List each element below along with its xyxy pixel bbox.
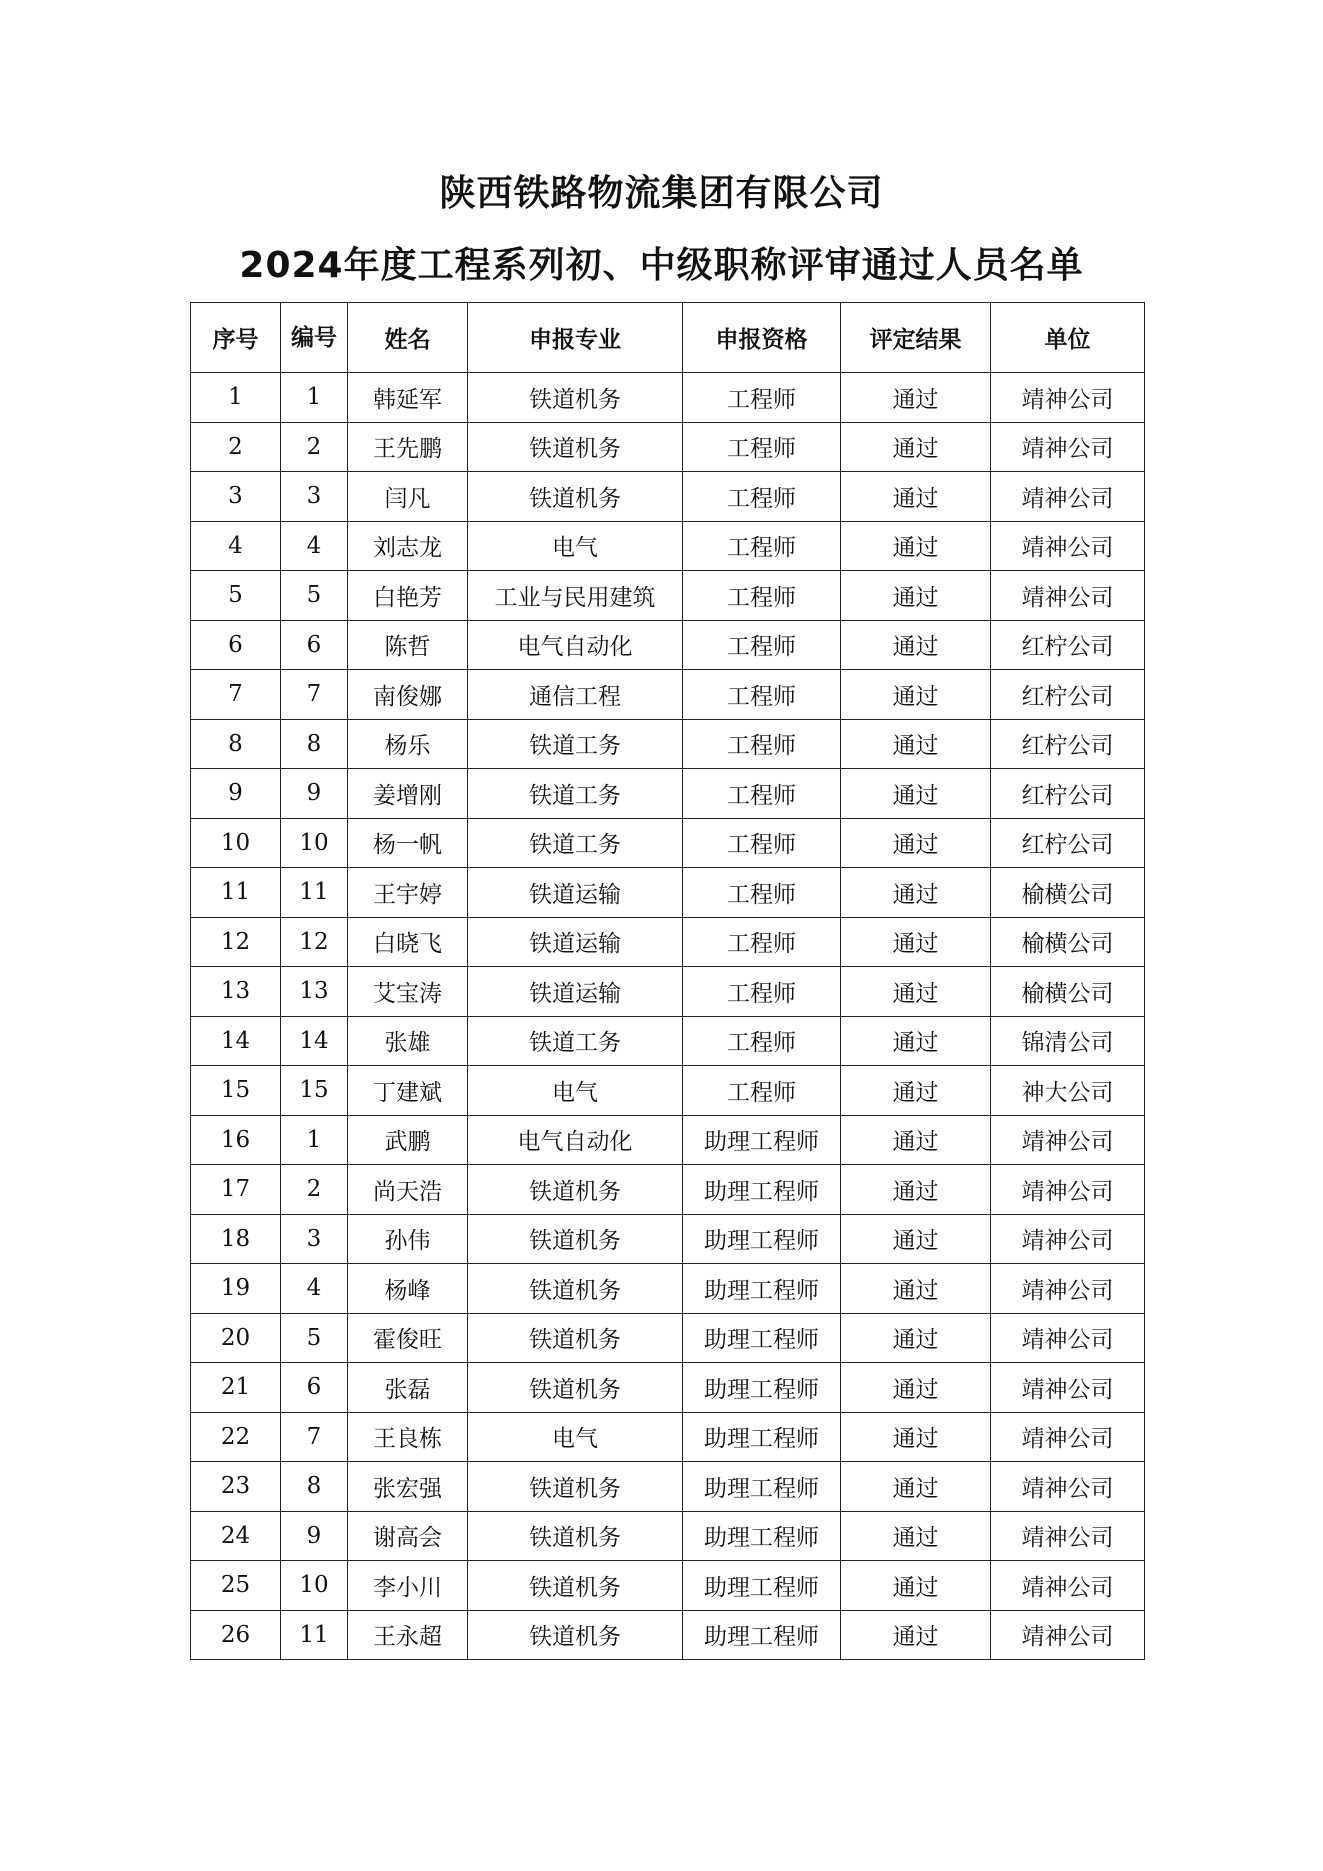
header-number: 编号 — [281, 303, 348, 373]
cell-qualification: 助理工程师 — [683, 1412, 841, 1462]
cell-major: 铁道机务 — [468, 1511, 683, 1561]
cell-result: 通过 — [841, 1313, 991, 1363]
cell-major: 铁道机务 — [468, 1462, 683, 1512]
cell-qualification: 助理工程师 — [683, 1313, 841, 1363]
cell-unit: 靖神公司 — [991, 1610, 1145, 1660]
table-row — [191, 967, 1145, 1017]
cell-name: 李小川 — [348, 1561, 468, 1611]
cell-result: 通过 — [841, 1115, 991, 1165]
cell-unit: 靖神公司 — [991, 521, 1145, 571]
cell-seq: 1 — [191, 373, 281, 423]
cell-major: 铁道机务 — [468, 422, 683, 472]
cell-result: 通过 — [841, 472, 991, 522]
cell-major: 通信工程 — [468, 670, 683, 720]
header-unit: 单位 — [991, 303, 1145, 373]
cell-name: 艾宝涛 — [348, 967, 468, 1017]
cell-name: 丁建斌 — [348, 1066, 468, 1116]
cell-result: 通过 — [841, 769, 991, 819]
cell-seq: 14 — [191, 1016, 281, 1066]
cell-number: 2 — [281, 1165, 348, 1215]
cell-qualification: 助理工程师 — [683, 1165, 841, 1215]
table-row — [191, 917, 1145, 967]
table-row — [191, 1214, 1145, 1264]
cell-unit: 靖神公司 — [991, 1363, 1145, 1413]
cell-unit: 红柠公司 — [991, 670, 1145, 720]
table-row — [191, 373, 1145, 423]
cell-seq: 25 — [191, 1561, 281, 1611]
cell-unit: 红柠公司 — [991, 719, 1145, 769]
cell-qualification: 助理工程师 — [683, 1214, 841, 1264]
cell-result: 通过 — [841, 1264, 991, 1314]
cell-name: 白艳芳 — [348, 571, 468, 621]
cell-name: 武鹏 — [348, 1115, 468, 1165]
cell-seq: 17 — [191, 1165, 281, 1215]
table-row — [191, 1313, 1145, 1363]
cell-number: 7 — [281, 1412, 348, 1462]
cell-major: 电气 — [468, 521, 683, 571]
cell-major: 铁道工务 — [468, 769, 683, 819]
cell-number: 4 — [281, 1264, 348, 1314]
cell-seq: 21 — [191, 1363, 281, 1413]
header-major: 申报专业 — [468, 303, 683, 373]
cell-major: 铁道工务 — [468, 719, 683, 769]
cell-unit: 榆横公司 — [991, 917, 1145, 967]
cell-major: 铁道机务 — [468, 1264, 683, 1314]
cell-qualification: 工程师 — [683, 521, 841, 571]
cell-name: 姜增刚 — [348, 769, 468, 819]
cell-result: 通过 — [841, 1214, 991, 1264]
cell-number: 7 — [281, 670, 348, 720]
cell-qualification: 助理工程师 — [683, 1264, 841, 1314]
cell-number: 3 — [281, 472, 348, 522]
cell-major: 工业与民用建筑 — [468, 571, 683, 621]
cell-qualification: 助理工程师 — [683, 1610, 841, 1660]
cell-number: 9 — [281, 769, 348, 819]
cell-result: 通过 — [841, 571, 991, 621]
cell-number: 9 — [281, 1511, 348, 1561]
cell-unit: 靖神公司 — [991, 1214, 1145, 1264]
cell-major: 铁道机务 — [468, 1313, 683, 1363]
cell-seq: 23 — [191, 1462, 281, 1512]
cell-major: 铁道运输 — [468, 917, 683, 967]
table-row — [191, 1165, 1145, 1215]
cell-seq: 16 — [191, 1115, 281, 1165]
cell-qualification: 助理工程师 — [683, 1115, 841, 1165]
table-row — [191, 769, 1145, 819]
header-name: 姓名 — [348, 303, 468, 373]
cell-result: 通过 — [841, 719, 991, 769]
header-result: 评定结果 — [841, 303, 991, 373]
cell-name: 白晓飞 — [348, 917, 468, 967]
cell-major: 铁道运输 — [468, 868, 683, 918]
cell-number: 8 — [281, 719, 348, 769]
cell-result: 通过 — [841, 818, 991, 868]
cell-seq: 8 — [191, 719, 281, 769]
cell-number: 1 — [281, 373, 348, 423]
table-row — [191, 422, 1145, 472]
cell-qualification: 工程师 — [683, 670, 841, 720]
cell-name: 霍俊旺 — [348, 1313, 468, 1363]
cell-seq: 26 — [191, 1610, 281, 1660]
cell-name: 韩延军 — [348, 373, 468, 423]
cell-name: 王永超 — [348, 1610, 468, 1660]
cell-unit: 靖神公司 — [991, 1165, 1145, 1215]
cell-name: 刘志龙 — [348, 521, 468, 571]
cell-result: 通过 — [841, 868, 991, 918]
table-row — [191, 1561, 1145, 1611]
cell-result: 通过 — [841, 1561, 991, 1611]
table-row — [191, 1264, 1145, 1314]
cell-qualification: 工程师 — [683, 967, 841, 1017]
cell-result: 通过 — [841, 1363, 991, 1413]
cell-name: 陈哲 — [348, 620, 468, 670]
table-row — [191, 1610, 1145, 1660]
cell-seq: 15 — [191, 1066, 281, 1116]
cell-qualification: 工程师 — [683, 818, 841, 868]
cell-seq: 5 — [191, 571, 281, 621]
cell-number: 10 — [281, 818, 348, 868]
cell-seq: 11 — [191, 868, 281, 918]
cell-number: 3 — [281, 1214, 348, 1264]
cell-seq: 19 — [191, 1264, 281, 1314]
document-subtitle: 2024年度工程系列初、中级职称评审通过人员名单 — [239, 245, 1084, 286]
table-row — [191, 1066, 1145, 1116]
table-header-row — [191, 303, 1145, 373]
cell-number: 13 — [281, 967, 348, 1017]
cell-seq: 4 — [191, 521, 281, 571]
cell-unit: 靖神公司 — [991, 472, 1145, 522]
table-row — [191, 670, 1145, 720]
cell-qualification: 工程师 — [683, 571, 841, 621]
cell-result: 通过 — [841, 670, 991, 720]
cell-name: 南俊娜 — [348, 670, 468, 720]
cell-seq: 2 — [191, 422, 281, 472]
cell-seq: 18 — [191, 1214, 281, 1264]
cell-major: 电气 — [468, 1066, 683, 1116]
cell-number: 2 — [281, 422, 348, 472]
cell-major: 铁道机务 — [468, 1610, 683, 1660]
cell-result: 通过 — [841, 422, 991, 472]
table-row — [191, 1363, 1145, 1413]
cell-name: 孙伟 — [348, 1214, 468, 1264]
cell-seq: 20 — [191, 1313, 281, 1363]
cell-seq: 6 — [191, 620, 281, 670]
cell-result: 通过 — [841, 1610, 991, 1660]
cell-number: 6 — [281, 1363, 348, 1413]
table-row — [191, 868, 1145, 918]
cell-name: 杨峰 — [348, 1264, 468, 1314]
cell-result: 通过 — [841, 620, 991, 670]
cell-major: 铁道机务 — [468, 1561, 683, 1611]
cell-seq: 12 — [191, 917, 281, 967]
cell-qualification: 工程师 — [683, 917, 841, 967]
cell-name: 闫凡 — [348, 472, 468, 522]
cell-unit: 靖神公司 — [991, 373, 1145, 423]
cell-seq: 24 — [191, 1511, 281, 1561]
cell-unit: 榆横公司 — [991, 868, 1145, 918]
cell-unit: 靖神公司 — [991, 1264, 1145, 1314]
cell-number: 5 — [281, 571, 348, 621]
cell-unit: 靖神公司 — [991, 1561, 1145, 1611]
table-row — [191, 1412, 1145, 1462]
cell-name: 张雄 — [348, 1016, 468, 1066]
cell-unit: 红柠公司 — [991, 769, 1145, 819]
cell-seq: 13 — [191, 967, 281, 1017]
cell-seq: 22 — [191, 1412, 281, 1462]
table-row — [191, 1115, 1145, 1165]
cell-name: 王先鹏 — [348, 422, 468, 472]
table-row — [191, 472, 1145, 522]
cell-number: 11 — [281, 1610, 348, 1660]
cell-number: 1 — [281, 1115, 348, 1165]
table-row — [191, 620, 1145, 670]
cell-name: 杨乐 — [348, 719, 468, 769]
table-row — [191, 571, 1145, 621]
cell-number: 15 — [281, 1066, 348, 1116]
cell-major: 铁道运输 — [468, 967, 683, 1017]
cell-qualification: 工程师 — [683, 719, 841, 769]
cell-major: 铁道工务 — [468, 818, 683, 868]
cell-unit: 靖神公司 — [991, 1313, 1145, 1363]
cell-major: 电气 — [468, 1412, 683, 1462]
table-row — [191, 1462, 1145, 1512]
cell-result: 通过 — [841, 1412, 991, 1462]
cell-major: 铁道工务 — [468, 1016, 683, 1066]
table-row — [191, 719, 1145, 769]
cell-number: 14 — [281, 1016, 348, 1066]
cell-seq: 9 — [191, 769, 281, 819]
cell-unit: 靖神公司 — [991, 571, 1145, 621]
cell-seq: 7 — [191, 670, 281, 720]
cell-result: 通过 — [841, 1165, 991, 1215]
cell-qualification: 助理工程师 — [683, 1462, 841, 1512]
header-seq: 序号 — [191, 303, 281, 373]
cell-unit: 靖神公司 — [991, 1115, 1145, 1165]
cell-qualification: 工程师 — [683, 1066, 841, 1116]
cell-major: 铁道机务 — [468, 1165, 683, 1215]
cell-name: 张宏强 — [348, 1462, 468, 1512]
cell-result: 通过 — [841, 967, 991, 1017]
cell-unit: 红柠公司 — [991, 620, 1145, 670]
table-row — [191, 521, 1145, 571]
cell-name: 尚天浩 — [348, 1165, 468, 1215]
cell-seq: 10 — [191, 818, 281, 868]
cell-unit: 锦清公司 — [991, 1016, 1145, 1066]
document-title: 陕西铁路物流集团有限公司 — [439, 173, 884, 214]
cell-major: 铁道机务 — [468, 472, 683, 522]
cell-name: 杨一帆 — [348, 818, 468, 868]
cell-major: 电气自动化 — [468, 620, 683, 670]
cell-unit: 靖神公司 — [991, 1462, 1145, 1512]
cell-major: 铁道机务 — [468, 1363, 683, 1413]
cell-qualification: 助理工程师 — [683, 1363, 841, 1413]
cell-major: 铁道机务 — [468, 1214, 683, 1264]
cell-seq: 3 — [191, 472, 281, 522]
cell-qualification: 工程师 — [683, 472, 841, 522]
cell-unit: 靖神公司 — [991, 1511, 1145, 1561]
cell-result: 通过 — [841, 1462, 991, 1512]
table-body — [191, 373, 1145, 1660]
cell-qualification: 工程师 — [683, 1016, 841, 1066]
cell-qualification: 工程师 — [683, 769, 841, 819]
cell-unit: 榆横公司 — [991, 967, 1145, 1017]
table-row — [191, 818, 1145, 868]
cell-number: 6 — [281, 620, 348, 670]
cell-major: 铁道机务 — [468, 373, 683, 423]
cell-result: 通过 — [841, 521, 991, 571]
table-row — [191, 1016, 1145, 1066]
cell-result: 通过 — [841, 1066, 991, 1116]
cell-number: 5 — [281, 1313, 348, 1363]
cell-unit: 神大公司 — [991, 1066, 1145, 1116]
cell-qualification: 助理工程师 — [683, 1511, 841, 1561]
cell-qualification: 工程师 — [683, 620, 841, 670]
cell-unit: 靖神公司 — [991, 1412, 1145, 1462]
cell-name: 张磊 — [348, 1363, 468, 1413]
cell-qualification: 助理工程师 — [683, 1561, 841, 1611]
cell-major: 电气自动化 — [468, 1115, 683, 1165]
cell-name: 王良栋 — [348, 1412, 468, 1462]
cell-number: 4 — [281, 521, 348, 571]
cell-result: 通过 — [841, 1511, 991, 1561]
cell-result: 通过 — [841, 917, 991, 967]
cell-unit: 靖神公司 — [991, 422, 1145, 472]
cell-number: 12 — [281, 917, 348, 967]
cell-qualification: 工程师 — [683, 422, 841, 472]
cell-qualification: 工程师 — [683, 868, 841, 918]
header-qualification: 申报资格 — [683, 303, 841, 373]
cell-number: 11 — [281, 868, 348, 918]
cell-unit: 红柠公司 — [991, 818, 1145, 868]
cell-number: 8 — [281, 1462, 348, 1512]
roster-table — [190, 302, 1145, 1660]
cell-result: 通过 — [841, 373, 991, 423]
cell-number: 10 — [281, 1561, 348, 1611]
cell-qualification: 工程师 — [683, 373, 841, 423]
cell-name: 谢高会 — [348, 1511, 468, 1561]
cell-result: 通过 — [841, 1016, 991, 1066]
table-row — [191, 1511, 1145, 1561]
cell-name: 王宇婷 — [348, 868, 468, 918]
